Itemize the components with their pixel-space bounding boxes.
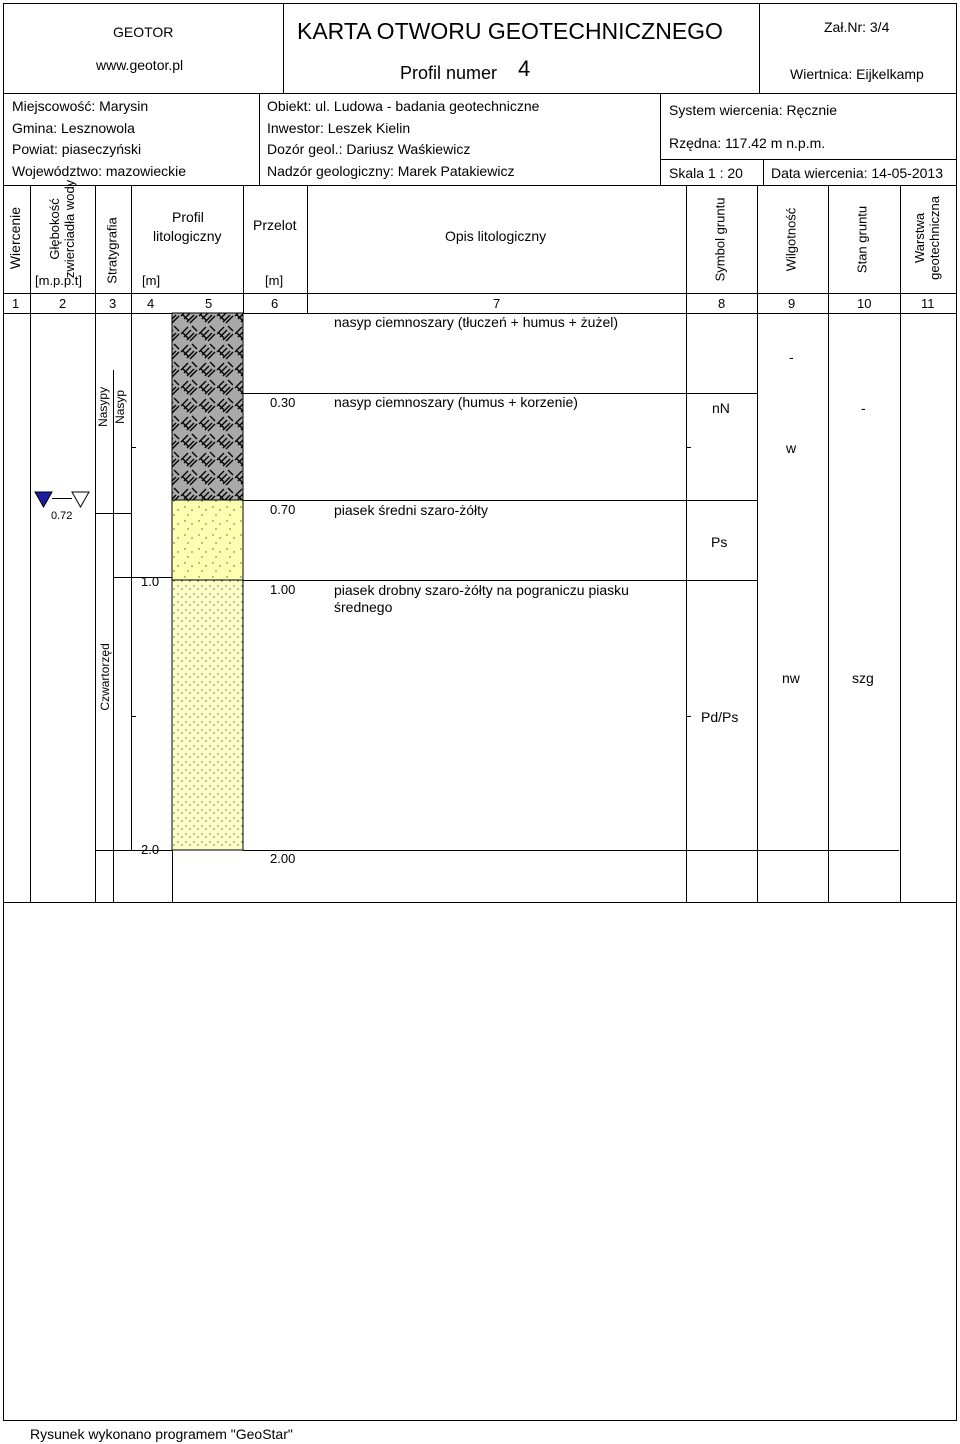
water-set-icon: [72, 492, 89, 507]
layer-description: średnego: [334, 599, 393, 615]
document-title: KARTA OTWORU GEOTECHNICZNEGO: [297, 18, 723, 44]
col-number: 3: [109, 296, 117, 311]
col-water-depth: Głębokość zwierciadła wody: [47, 179, 77, 279]
drilling-rig: Wiertnica: Eijkelkamp: [790, 66, 924, 82]
layer-description: nasyp ciemnoszary (tłuczeń + humus + żużel): [334, 314, 619, 330]
province: Województwo: mazowieckie: [12, 163, 187, 179]
geological-supervision: Nadzór geologiczny: Marek Patakiewicz: [267, 163, 515, 179]
col-number: 7: [493, 296, 501, 311]
fill-layer-pattern: [172, 313, 243, 500]
strat-nasyp: Nasyp: [113, 389, 128, 424]
soil-state-value: szg: [852, 670, 874, 686]
layer-description: nasyp ciemnoszary (humus + korzenie): [334, 394, 578, 410]
locality: Miejscowość: Marysin: [12, 98, 149, 114]
col-number: 6: [271, 296, 279, 311]
col-number: 8: [718, 296, 726, 311]
district: Powiat: piaseczyński: [12, 141, 142, 157]
col-soil-state: Stan gruntu: [854, 205, 870, 274]
company-name: GEOTOR: [113, 24, 174, 40]
medium-sand-pattern: [172, 500, 243, 580]
soil-symbol: Pd/Ps: [701, 709, 739, 725]
site-supervisor: Dozór geol.: Dariusz Waśkiewicz: [267, 141, 471, 157]
moisture-value: w: [786, 440, 797, 456]
water-found-icon: [35, 492, 52, 507]
soil-symbol: nN: [712, 400, 730, 416]
layer-depth: 0.30: [270, 395, 296, 410]
moisture-value: nw: [782, 670, 800, 686]
col-layer-line1: Warstwa: [912, 212, 928, 263]
col-water-unit: [m.p.p.t]: [35, 273, 82, 288]
col-number: 5: [205, 296, 213, 311]
scale-mark-1m: 1.0: [141, 574, 160, 589]
investor: Inwestor: Leszek Kielin: [267, 120, 411, 136]
col-number: 9: [788, 296, 796, 311]
col-profile-line2: litologiczny: [153, 228, 222, 244]
object: Obiekt: ul. Ludowa - badania geotechniczne: [267, 98, 540, 114]
col-number: 1: [12, 296, 20, 311]
col-drilling: Wiercenie: [6, 206, 23, 270]
drilling-system: System wiercenia: Ręcznie: [669, 102, 838, 118]
company-website[interactable]: www.geotor.pl: [96, 57, 184, 73]
profile-label: Profil numer: [400, 63, 498, 83]
col-profile-line1: Profil: [172, 209, 204, 225]
profile-number: 4: [518, 56, 531, 81]
col-moisture: Wilgotność: [783, 207, 799, 272]
drilling-date: Data wiercenia: 14-05-2013: [771, 165, 943, 181]
scale-mark-2m: 2.0: [141, 842, 160, 857]
col-soil-symbol: Symbol gruntu: [712, 197, 728, 282]
soil-symbol: Ps: [711, 534, 728, 550]
col-number: 10: [857, 296, 872, 311]
water-depth-value: 0.72: [51, 510, 73, 522]
layer-depth: 0.70: [270, 502, 296, 517]
software-credit: Rysunek wykonano programem "GeoStar": [30, 1426, 293, 1442]
strat-nasypy: Nasypy: [96, 386, 111, 427]
col-number: 4: [147, 296, 155, 311]
soil-state-value: -: [861, 400, 866, 416]
col-number: 11: [921, 296, 935, 311]
commune: Gmina: Lesznowola: [12, 120, 135, 136]
fine-sand-pattern: [172, 580, 243, 850]
attachment-number: Zał.Nr: 3/4: [824, 19, 890, 35]
scale: Skala 1 : 20: [669, 165, 743, 181]
moisture-value: -: [789, 349, 794, 365]
elevation: Rzędna: 117.42 m n.p.m.: [669, 135, 826, 151]
layer-description: piasek drobny szaro-żółty na pograniczu piasku: [334, 582, 629, 598]
col-layer-line2: geotechniczna: [927, 196, 942, 280]
col-layer: [913, 188, 943, 288]
strat-quaternary: Czwartorzęd: [98, 643, 113, 711]
col-passage: Przelot: [253, 217, 297, 233]
layer-description: piasek średni szaro-żółty: [334, 502, 489, 518]
col-description: Opis litologiczny: [445, 228, 547, 244]
layer-depth: 2.00: [270, 851, 296, 866]
col-profile-unit: [m]: [142, 273, 161, 288]
layer-depth: 1.00: [270, 582, 296, 597]
col-stratigraphy: Stratygrafia: [104, 217, 120, 284]
col-passage-unit: [m]: [265, 273, 284, 288]
col-number: 2: [59, 296, 67, 311]
